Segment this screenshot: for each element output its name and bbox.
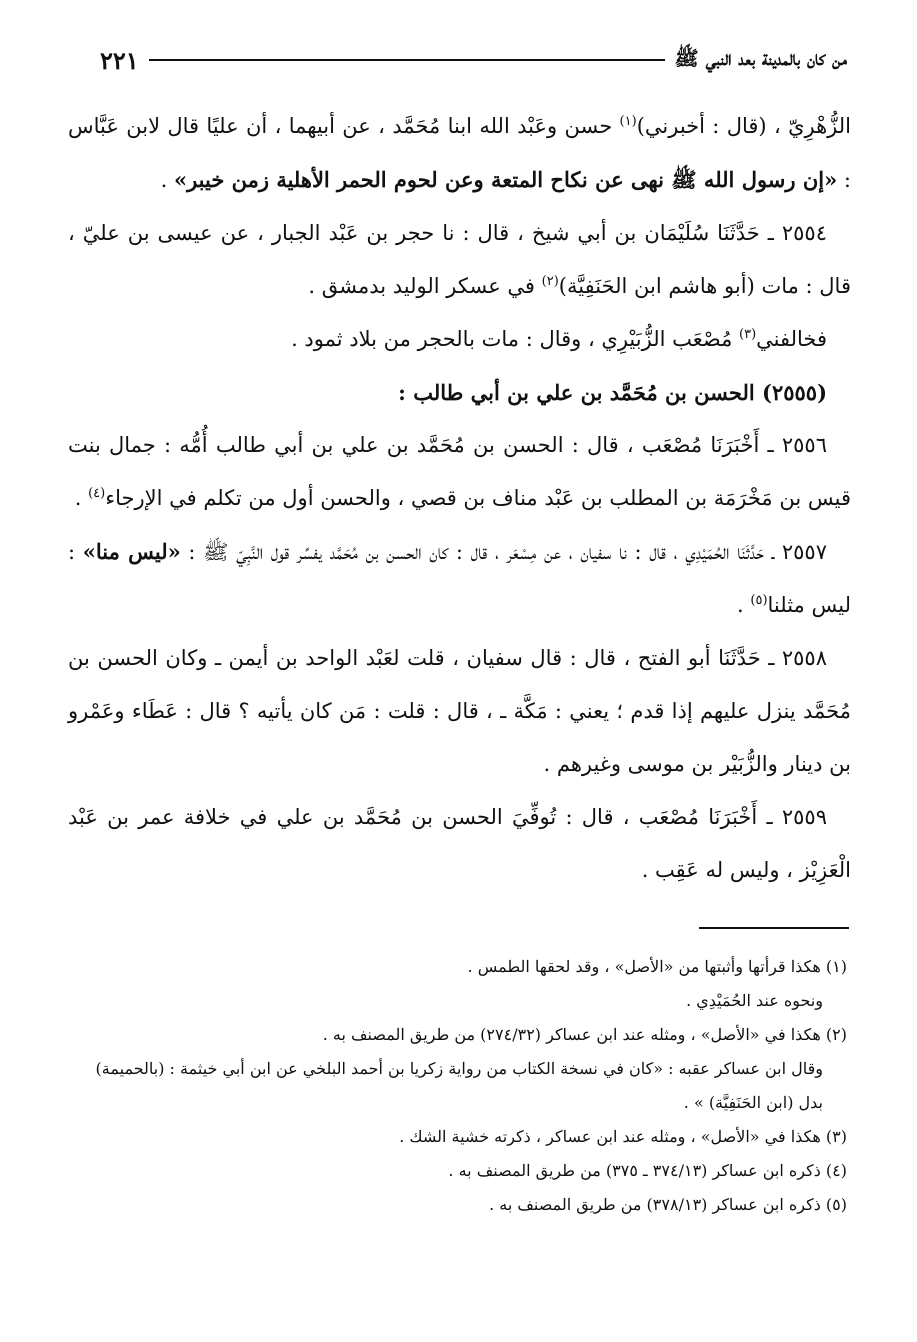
paragraph-2557-text-b: : ليس مثلنا bbox=[68, 540, 851, 617]
paragraph-2556 bbox=[68, 419, 851, 525]
paragraph-2554 bbox=[68, 207, 851, 313]
paragraph-2559: ٢٥٥٩ ـ أَخْبَرَنَا مُصْعَب ، قال : تُوفِّيَ الحسن بن مُحَمَّد بن علي في خلافة عمر بن عَبْد الْعَزِيْز ، وليس له عَقِب . bbox=[68, 805, 851, 882]
page-number: ٢٢١ bbox=[100, 45, 139, 75]
paragraph-2557 bbox=[68, 525, 851, 632]
footnote-1: (١) هكذا قرأتها وأثبتها من «الأصل» ، وقد لحقها الطمس . bbox=[467, 957, 847, 976]
page-header bbox=[100, 40, 847, 80]
paragraph-khalafani-a: فخالفني bbox=[756, 327, 827, 351]
footnote-ref-3: (٣) bbox=[739, 327, 757, 342]
paragraph-1 bbox=[68, 100, 851, 207]
paragraph-2554-end: في عسكر الوليد بدمشق . bbox=[308, 274, 542, 298]
paragraph-2557-text: ٢٥٥٧ ـ حَدَّثَنَا الحُمَيْدِي ، قال : نا سفيان ، عن مِسْعَر ، قال : كان الحسن بن مُحَمَّد يفسِّر قول النَّبِيّ ﷺ : bbox=[180, 540, 827, 564]
footnotes bbox=[68, 950, 847, 1222]
footnote-ref-1: (١) bbox=[619, 114, 637, 129]
paragraph-1-end: . bbox=[160, 168, 174, 192]
paragraph-2558: ٢٥٥٨ ـ حَدَّثَنَا أبو الفتح ، قال : قال سفيان ، قلت لعَبْد الواحد بن أيمن ـ وكان الحسن بن مُحَمَّد ينزل عليهم إذا قدم ؛ يعني : مَكَّة ـ ، قال : قلت : مَن كان يأتيه ؟ قال : عَطَاء وعَمْرو بن دينار والزُّبَيْر بن موسى وغيرهم . bbox=[68, 646, 851, 776]
paragraph-2554-text: ٢٥٥٤ ـ حَدَّثَنَا سُلَيْمَان بن أبي شيخ ، قال : نا حجر بن عَبْد الجبار ، عن عيسى بن عليّ ، قال : مات (أبو هاشم ابن الحَنَفِيَّة) bbox=[68, 221, 851, 298]
hadith-quote-2: «ليس منا» bbox=[82, 539, 181, 564]
paragraph-2557-end: . bbox=[737, 593, 751, 617]
footnote-2: (٢) هكذا في «الأصل» ، ومثله عند ابن عساكر (٢٧٤/٣٢) من طريق المصنف به . bbox=[322, 1025, 847, 1044]
paragraph-khalafani-b: مُصْعَب الزُّبَيْرِي ، وقال : مات بالحجر من بلاد ثمود . bbox=[291, 327, 739, 351]
footnote-separator bbox=[699, 927, 849, 929]
header-rule bbox=[149, 59, 665, 61]
hadith-quote-1: «إن رسول الله ﷺ نهى عن نكاح المتعة وعن لحوم الحمر الأهلية زمن خيبر» bbox=[173, 167, 838, 192]
footnote-1-continued: ونحوه عند الحُمَيْدِي . bbox=[686, 991, 823, 1010]
paragraph-2556-text: ٢٥٥٦ ـ أَخْبَرَنَا مُصْعَب ، قال : الحسن بن مُحَمَّد بن علي بن أبي طالب أُمُّه : جمال بنت قيس بن مَخْرَمَة بن المطلب بن عَبْد مناف بن قصي ، والحسن أول من تكلم في الإرجاء bbox=[68, 433, 851, 510]
footnote-4: (٤) ذكره ابن عساكر (٣٧٤/١٣ ـ ٣٧٥) من طريق المصنف به . bbox=[448, 1161, 847, 1180]
footnote-ref-4: (٤) bbox=[88, 486, 106, 501]
footnote-ref-2: (٢) bbox=[541, 274, 559, 289]
paragraph-1-text-b: حسن وعَبْد الله ابنا مُحَمَّد ، عن أبيهما ، أن عليًا قال لابن عَبَّاس : bbox=[68, 114, 851, 192]
footnote-ref-5: (٥) bbox=[750, 593, 768, 608]
main-text bbox=[68, 100, 851, 897]
footnote-3: (٣) هكذا في «الأصل» ، ومثله عند ابن عساكر ، ذكرته خشية الشك . bbox=[399, 1127, 847, 1146]
section-heading-2555: (٢٥٥٥) الحسن بن مُحَمَّد بن علي بن أبي طالب : bbox=[398, 380, 827, 405]
paragraph-1-text: الزُّهْرِيّ ، (قال : أخبرني) bbox=[636, 114, 851, 138]
running-title: من كان بالمدينة بعد النبي ﷺ bbox=[674, 45, 847, 70]
footnote-2-continued: وقال ابن عساكر عقبه : «كان في نسخة الكتاب من رواية زكريا بن أحمد البلخي عن ابن أبي خيثمة : (بالحميمة) بدل (ابن الحَنَفِيَّة) » . bbox=[95, 1059, 823, 1112]
paragraph-2556-end: . bbox=[74, 486, 89, 510]
footnote-5: (٥) ذكره ابن عساكر (٣٧٨/١٣) من طريق المصنف به . bbox=[489, 1195, 847, 1214]
paragraph-khalafani bbox=[68, 313, 851, 366]
